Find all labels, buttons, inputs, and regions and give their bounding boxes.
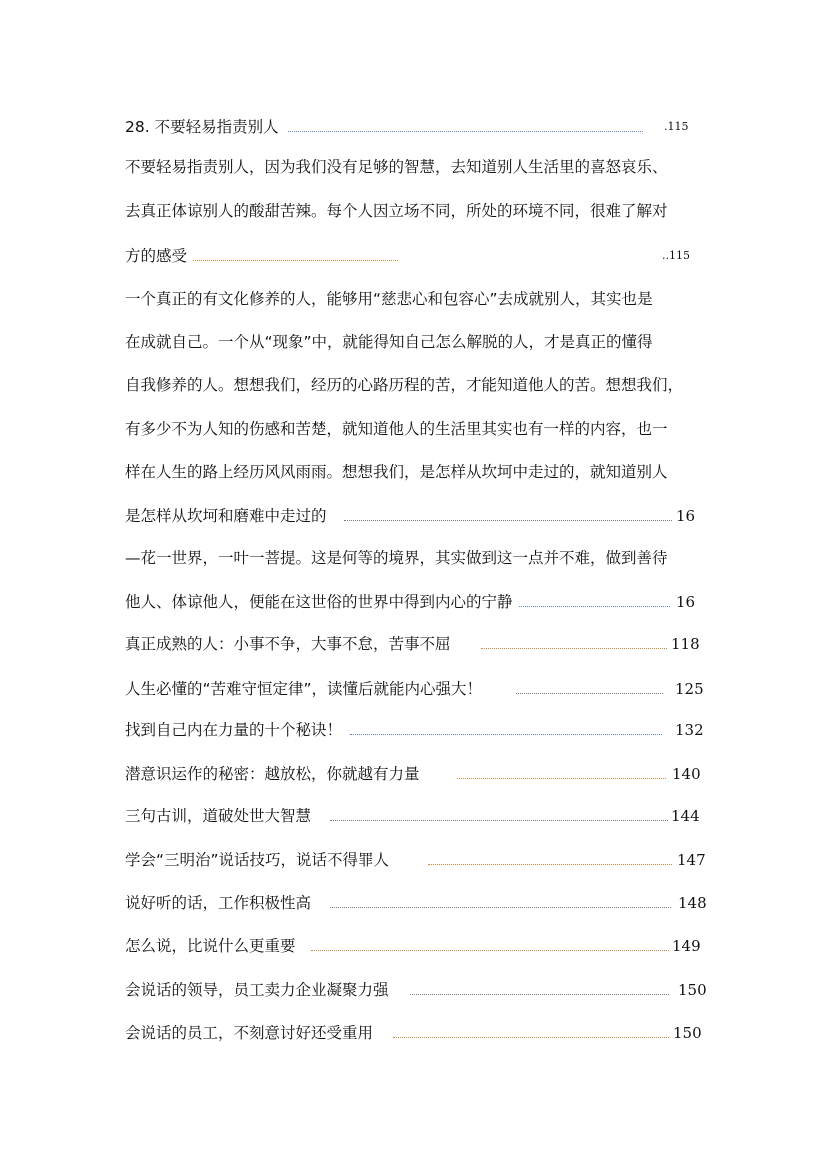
paragraph-line: —花一世界，一叶一菩提。这是何等的境界，其实做到这一点并不难，做到善待 — [125, 549, 668, 567]
toc-leader-dots — [481, 648, 667, 649]
toc-page-number: 147 — [677, 851, 706, 869]
toc-leader-dots — [428, 864, 672, 865]
toc-page-number: 150 — [673, 1024, 702, 1042]
toc-leader-dots — [288, 131, 643, 132]
toc-leader-dots — [519, 606, 670, 607]
paragraph-line: 在成就自己。一个从“现象”中，就能得知自己怎么解脱的人，才是真正的懂得 — [125, 333, 653, 351]
toc-entry-title: 学会“三明治”说话技巧，说话不得罪人 — [125, 851, 390, 869]
toc-entry-title: 方的感受 — [125, 247, 188, 265]
toc-entry[interactable] — [125, 505, 827, 527]
toc-leader-dots — [393, 1037, 669, 1038]
toc-entry-title: 人生必懂的“苦难守恒定律”，读懂后就能内心强大！ — [125, 680, 483, 698]
toc-entry-title: 真正成熟的人：小事不争，大事不怠，苦事不屈 — [125, 635, 451, 653]
toc-leader-dots — [330, 820, 668, 821]
toc-page-number: 118 — [671, 635, 700, 653]
paragraph-line: 自我修养的人。想想我们，经历的心路历程的苦，才能知道他人的苦。想想我们， — [125, 376, 684, 394]
toc-page-number: 132 — [675, 721, 704, 739]
toc-page-number: 140 — [672, 765, 701, 783]
toc-leader-dots — [410, 994, 669, 995]
toc-page-number: 16 — [676, 593, 696, 611]
toc-page-number: 149 — [672, 937, 701, 955]
paragraph-line: 有多少不为人知的伤感和苦楚，就知道他人的生活里其实也有一样的内容，也一 — [125, 420, 668, 438]
toc-leader-dots — [330, 907, 671, 908]
paragraph-line: 去真正体谅别人的酸甜苦辣。每个人因立场不同，所处的环境不同，很难了解对 — [125, 202, 668, 220]
toc-entry[interactable] — [125, 849, 827, 871]
toc-leader-dots — [516, 693, 663, 694]
toc-page-number: ..115 — [662, 249, 690, 262]
toc-leader-dots — [350, 734, 662, 735]
toc-entry[interactable] — [125, 979, 827, 1001]
toc-page-number: 144 — [671, 807, 700, 825]
toc-entry[interactable] — [125, 116, 827, 138]
toc-page-number: 150 — [678, 981, 707, 999]
toc-entry-title: 找到自己内在力量的十个秘诀！ — [125, 721, 343, 739]
toc-entry-title: 潜意识运作的秘密：越放松，你就越有力量 — [125, 765, 420, 783]
toc-entry-title: 三句古训，道破处世大智慧 — [125, 807, 312, 825]
toc-entry[interactable] — [125, 719, 827, 741]
toc-entry-title: 说好听的话，工作积极性高 — [125, 894, 312, 912]
toc-entry-title: 28. 不要轻易指责别人 — [125, 118, 279, 136]
toc-entry-title: 会说话的领导，员工卖力企业凝聚力强 — [125, 981, 389, 999]
toc-leader-dots — [344, 520, 672, 521]
toc-entry[interactable] — [125, 935, 827, 957]
toc-leader-dots — [193, 260, 398, 261]
toc-leader-dots — [457, 778, 666, 779]
toc-page-number: 16 — [676, 507, 696, 525]
toc-entry[interactable] — [125, 1022, 827, 1044]
toc-page-number: 148 — [678, 894, 707, 912]
toc-entry-title: 会说话的员工，不刻意讨好还受重用 — [125, 1024, 374, 1042]
toc-entry-title: 怎么说，比说什么更重要 — [125, 937, 296, 955]
paragraph-line: 一个真正的有文化修养的人，能够用“慈悲心和包容心”去成就别人，其实也是 — [125, 290, 653, 308]
toc-entry-title: 是怎样从坎坷和磨难中走过的 — [125, 507, 327, 525]
toc-page-number: 125 — [675, 680, 704, 698]
toc-leader-dots — [311, 950, 669, 951]
paragraph-line: 不要轻易指责别人，因为我们没有足够的智慧，去知道别人生活里的喜怒哀乐、 — [125, 158, 668, 176]
toc-entry[interactable] — [125, 678, 827, 700]
toc-page-number: .115 — [664, 120, 689, 133]
toc-entry[interactable] — [125, 763, 827, 785]
toc-entry[interactable] — [125, 245, 827, 267]
toc-entry[interactable] — [125, 591, 827, 613]
toc-entry-title: 他人、体谅他人，便能在这世俗的世界中得到内心的宁静 — [125, 593, 513, 611]
toc-entry[interactable] — [125, 633, 827, 655]
paragraph-line: 样在人生的路上经历风风雨雨。想想我们，是怎样从坎坷中走过的，就知道别人 — [125, 463, 668, 481]
toc-entry[interactable] — [125, 805, 827, 827]
toc-entry[interactable] — [125, 892, 827, 914]
